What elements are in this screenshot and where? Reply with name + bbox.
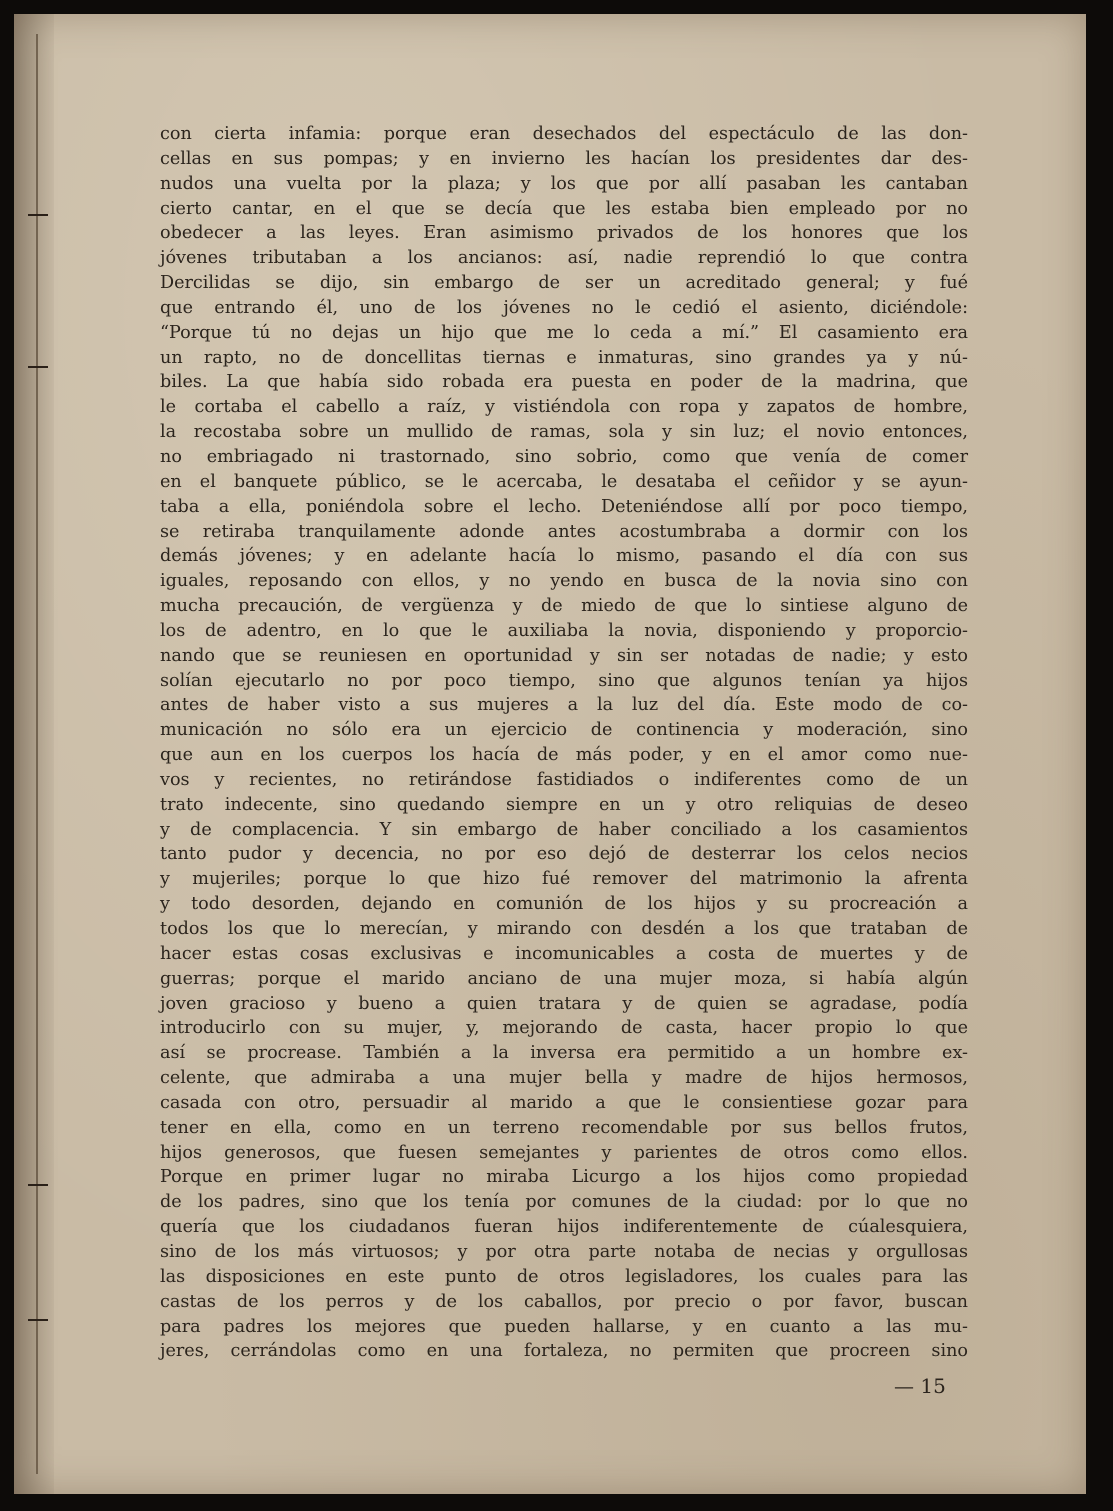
text-line: castas de los perros y de los caballos, por precio o por favor, buscan — [160, 1291, 968, 1312]
text-line: guerras; porque el marido anciano de una mujer moza, si había algún — [160, 968, 968, 989]
text-line: que aun en los cuerpos los hacía de más poder, y en el amor como nue- — [160, 745, 968, 766]
text-line: cierto cantar, en el que se decía que les estaba bien empleado por no — [160, 198, 968, 219]
body-text — [160, 122, 968, 1364]
text-line: la recostaba sobre un mullido de ramas, sola y sin luz; el novio entonces, — [160, 422, 968, 443]
text-line: cellas en sus pompas; y en invierno les hacían los presidentes dar des- — [160, 148, 968, 169]
book-page — [14, 14, 1086, 1494]
text-line: de los padres, sino que los tenía por comunes de la ciudad: por lo que no — [160, 1192, 968, 1213]
text-line: biles. La que había sido robada era puesta en poder de la madrina, que — [160, 372, 968, 393]
text-line: solían ejecutarlo no por poco tiempo, sino que algunos tenían ya hijos — [160, 670, 968, 691]
text-line: se retiraba tranquilamente adonde antes acostumbraba a dormir con los — [160, 521, 968, 542]
text-line: trato indecente, sino quedando siempre en un y otro reliquias de deseo — [160, 794, 968, 815]
text-line: sino de los más virtuosos; y por otra parte notaba de necias y orgullosas — [160, 1241, 968, 1262]
binding-mark — [28, 1184, 48, 1186]
text-line: mucha precaución, de vergüenza y de miedo de que lo sintiese alguno de — [160, 596, 968, 617]
text-line: y todo desorden, dejando en comunión de los hijos y su procreación a — [160, 894, 968, 915]
text-line: casada con otro, persuadir al marido a que le consientiese gozar para — [160, 1092, 968, 1113]
text-line: hacer estas cosas exclusivas e incomunicables a costa de muertes y de — [160, 943, 968, 964]
text-line: municación no sólo era un ejercicio de continencia y moderación, sino — [160, 720, 968, 741]
text-line: Dercilidas se dijo, sin embargo de ser un acreditado general; y fué — [160, 273, 968, 294]
text-line: iguales, reposando con ellos, y no yendo en busca de la novia sino con — [160, 571, 968, 592]
text-line: le cortaba el cabello a raíz, y vistiéndola con ropa y zapatos de hombre, — [160, 397, 968, 418]
text-line: tener en ella, como en un terreno recomendable por sus bellos frutos, — [160, 1117, 968, 1138]
binding-edge — [36, 34, 38, 1474]
text-line: jeres, cerrándolas como en una fortaleza, no permiten que procreen sino — [160, 1341, 968, 1362]
text-line: los de adentro, en lo que le auxiliaba la novia, disponiendo y proporcio- — [160, 620, 968, 641]
text-line: así se procrease. También a la inversa era permitido a un hombre ex- — [160, 1043, 968, 1064]
text-line: introducirlo con su mujer, y, mejorando de casta, hacer propio lo que — [160, 1018, 968, 1039]
text-line: nando que se reuniesen en oportunidad y sin ser notadas de nadie; y esto — [160, 645, 968, 666]
text-line: demás jóvenes; y en adelante hacía lo mismo, pasando el día con sus — [160, 546, 968, 567]
text-line: un rapto, no de doncellitas tiernas e inmaturas, sino grandes ya y nú- — [160, 347, 968, 368]
binding-mark — [28, 214, 48, 216]
text-line: que entrando él, uno de los jóvenes no le cedió el asiento, diciéndole: — [160, 297, 968, 318]
text-line: joven gracioso y bueno a quien tratara y de quien se agradase, podía — [160, 993, 968, 1014]
text-line: y de complacencia. Y sin embargo de haber conciliado a los casamientos — [160, 819, 968, 840]
text-line: antes de haber visto a sus mujeres a la luz del día. Este modo de co- — [160, 695, 968, 716]
text-line: hijos generosos, que fuesen semejantes y parientes de otros como ellos. — [160, 1142, 968, 1163]
text-line: tanto pudor y decencia, no por eso dejó de desterrar los celos necios — [160, 844, 968, 865]
text-line: con cierta infamia: porque eran desechados del espectáculo de las don- — [160, 124, 968, 144]
page-number: — 15 — [894, 1374, 946, 1398]
text-line: obedecer a las leyes. Eran asimismo privados de los honores que los — [160, 223, 968, 244]
text-line: no embriagado ni trastornado, sino sobrio, como que venía de comer — [160, 446, 968, 467]
binding-mark — [28, 1319, 48, 1321]
text-line: taba a ella, poniéndola sobre el lecho. Deteniéndose allí por poco tiempo, — [160, 496, 968, 517]
binding-mark — [28, 366, 48, 368]
text-line: vos y recientes, no retirándose fastidiados o indiferentes como de un — [160, 769, 968, 790]
text-line: y mujeriles; porque lo que hizo fué remover del matrimonio la afrenta — [160, 869, 968, 890]
text-line: celente, que admiraba a una mujer bella y madre de hijos hermosos, — [160, 1068, 968, 1089]
text-line: las disposiciones en este punto de otros legisladores, los cuales para las — [160, 1266, 968, 1287]
text-line: quería que los ciudadanos fueran hijos indiferentemente de cúalesquiera, — [160, 1217, 968, 1238]
text-line: jóvenes tributaban a los ancianos: así, nadie reprendió lo que contra — [160, 248, 968, 269]
text-line: todos los que lo merecían, y mirando con desdén a los que trataban de — [160, 919, 968, 939]
text-line: nudos una vuelta por la plaza; y los que por allí pasaban les cantaban — [160, 173, 968, 194]
text-line: “Porque tú no dejas un hijo que me lo ceda a mí.” El casamiento era — [160, 322, 968, 343]
binding-gutter — [14, 14, 54, 1494]
text-line: Porque en primer lugar no miraba Licurgo a los hijos como propiedad — [160, 1167, 968, 1188]
text-line: en el banquete público, se le acercaba, le desataba el ceñidor y se ayun- — [160, 471, 968, 492]
text-line: para padres los mejores que pueden hallarse, y en cuanto a las mu- — [160, 1316, 968, 1337]
